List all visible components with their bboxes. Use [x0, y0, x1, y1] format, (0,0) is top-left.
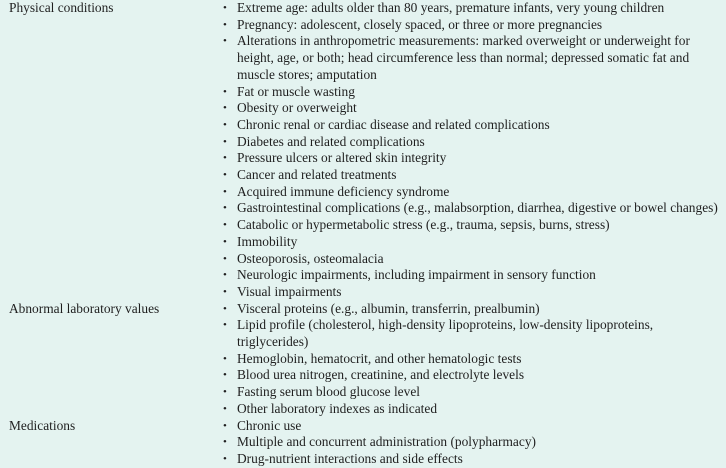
- item-text: Diabetes and related complications: [237, 133, 425, 149]
- list-item: [222, 33, 726, 83]
- list-item: [222, 117, 726, 134]
- bullet-icon: •: [223, 302, 227, 315]
- item-text: Chronic use: [237, 417, 302, 433]
- list-item: [222, 84, 726, 101]
- bullet-icon: •: [223, 386, 227, 399]
- item-text: Drug-nutrient interactions and side effects: [237, 450, 463, 466]
- list-item: [222, 418, 726, 435]
- list-item: [222, 184, 726, 201]
- item-text: Alterations in anthropometric measurements: marked overweight or underweight for height, age, or both; head circumference less than normal; depressed somatic fat and muscle stores; amputation: [237, 33, 690, 82]
- list-item: [222, 384, 726, 401]
- list-item: [222, 234, 726, 251]
- category-label: Physical conditions: [9, 0, 114, 15]
- list-item: [222, 134, 726, 151]
- bullet-icon: •: [223, 35, 227, 48]
- item-text: Cancer and related treatments: [237, 167, 397, 183]
- bullet-icon: •: [223, 102, 227, 115]
- list-item: [222, 301, 726, 318]
- list-item: [222, 434, 726, 451]
- item-text: Fasting serum blood glucose level: [237, 384, 420, 400]
- item-text: Blood urea nitrogen, creatinine, and electrolyte levels: [237, 367, 525, 383]
- bullet-icon: •: [223, 452, 227, 465]
- item-text: Acquired immune deficiency syndrome: [237, 183, 450, 199]
- bullet-icon: •: [223, 118, 227, 131]
- bullet-icon: •: [223, 285, 227, 298]
- item-text: Obesity or overweight: [237, 100, 357, 116]
- item-text: Immobility: [237, 233, 298, 249]
- category-label: Abnormal laboratory values: [9, 300, 160, 316]
- item-text: Catabolic or hypermetabolic stress (e.g., trauma, sepsis, burns, stress): [237, 217, 610, 233]
- bullet-icon: •: [223, 235, 227, 248]
- bullet-icon: •: [223, 219, 227, 232]
- item-text: Hemoglobin, hematocrit, and other hematologic tests: [237, 350, 522, 366]
- bullet-icon: •: [223, 352, 227, 365]
- list-item: [222, 167, 726, 184]
- item-list: [222, 301, 726, 418]
- item-text: Multiple and concurrent administration (polypharmacy): [237, 434, 536, 450]
- bullet-icon: •: [223, 269, 227, 282]
- bullet-icon: •: [223, 202, 227, 215]
- list-item: [222, 217, 726, 234]
- bullet-icon: •: [223, 419, 227, 432]
- bullet-icon: •: [223, 402, 227, 415]
- item-text: Gastrointestinal complications (e.g., malabsorption, diarrhea, digestive or bowel changes): [237, 200, 718, 216]
- category-label: Medications: [9, 417, 76, 433]
- bullet-icon: •: [223, 369, 227, 382]
- list-item: [222, 200, 726, 217]
- list-item: [222, 17, 726, 34]
- list-item: [222, 100, 726, 117]
- item-text: Visual impairments: [237, 283, 342, 299]
- list-item: [222, 367, 726, 384]
- bullet-icon: •: [223, 152, 227, 165]
- list-item: [222, 251, 726, 268]
- list-item: [222, 284, 726, 301]
- item-text: Neurologic impairments, including impairment in sensory function: [237, 267, 596, 283]
- item-text: Lipid profile (cholesterol, high-density lipoproteins, low-density lipoproteins, triglycerides): [237, 317, 654, 350]
- bullet-icon: •: [223, 252, 227, 265]
- bullet-icon: •: [223, 185, 227, 198]
- list-item: [222, 267, 726, 284]
- item-text: Visceral proteins (e.g., albumin, transferrin, prealbumin): [237, 300, 540, 316]
- table-row: [0, 418, 726, 468]
- item-text: Pressure ulcers or altered skin integrity: [237, 150, 447, 166]
- bullet-icon: •: [223, 2, 227, 14]
- list-item: [222, 351, 726, 368]
- list-item: [222, 0, 726, 17]
- item-text: Pregnancy: adolescent, closely spaced, or three or more pregnancies: [237, 16, 603, 32]
- bullet-icon: •: [223, 319, 227, 332]
- bullet-icon: •: [223, 169, 227, 182]
- list-item: [222, 317, 726, 350]
- bullet-icon: •: [223, 436, 227, 449]
- item-list: [222, 0, 726, 301]
- item-text: Other laboratory indexes as indicated: [237, 400, 438, 416]
- item-text: Fat or muscle wasting: [237, 83, 355, 99]
- bullet-icon: •: [223, 135, 227, 148]
- item-text: Chronic renal or cardiac disease and related complications: [237, 116, 550, 132]
- list-item: [222, 150, 726, 167]
- item-text: Extreme age: adults older than 80 years, premature infants, very young children: [237, 0, 665, 15]
- list-item: [222, 451, 726, 468]
- item-text: Osteoporosis, osteomalacia: [237, 250, 384, 266]
- table-row: [0, 301, 726, 418]
- item-list: [222, 418, 726, 468]
- bullet-icon: •: [223, 85, 227, 98]
- bullet-icon: •: [223, 18, 227, 31]
- list-item: [222, 401, 726, 418]
